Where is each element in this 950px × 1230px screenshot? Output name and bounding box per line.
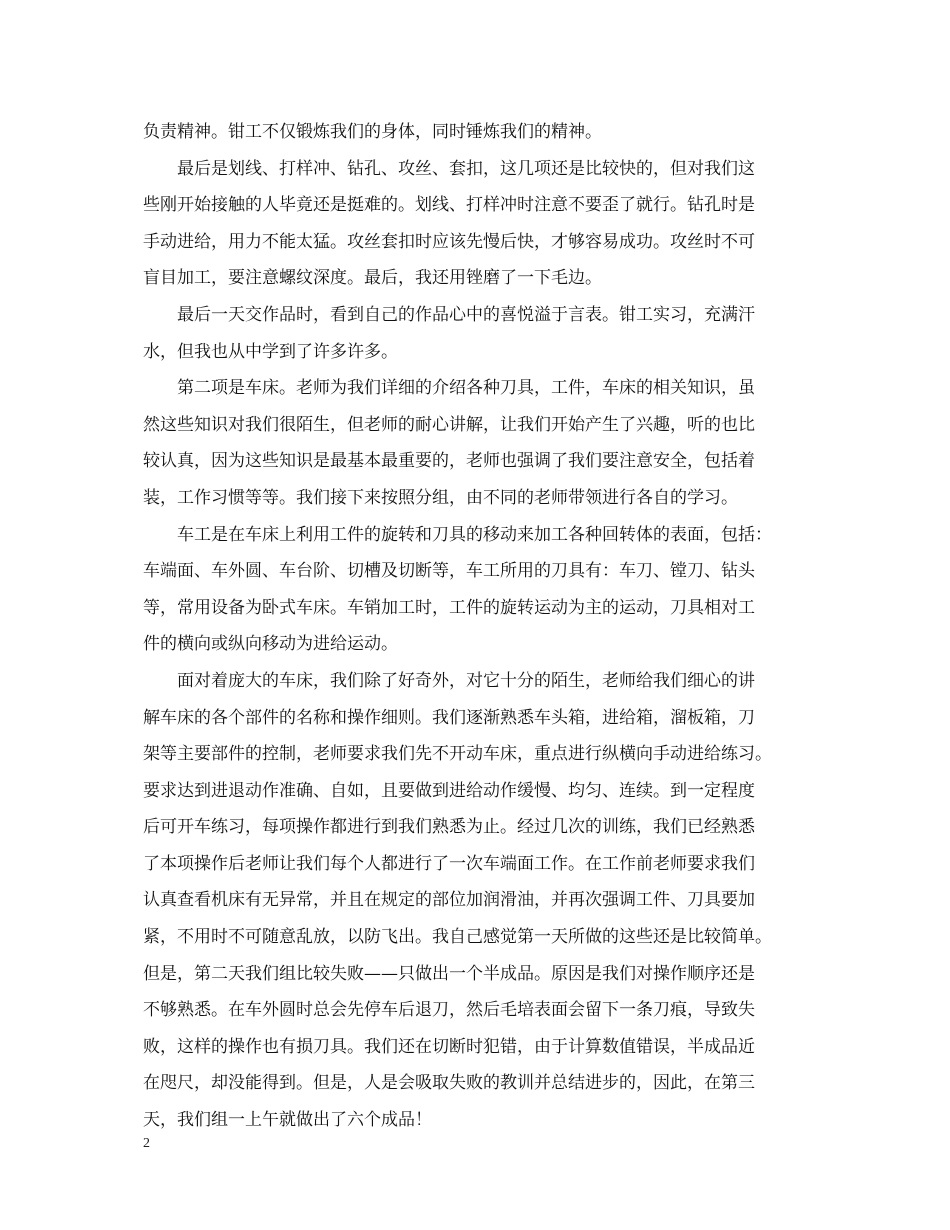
- text-line: 了本项操作后老师让我们每个人都进行了一次车端面工作。在工作前老师要求我们: [143, 853, 755, 874]
- text-line: 紧，不用时不可随意乱放，以防飞出。我自己感觉第一天所做的这些还是比较简单。: [143, 927, 772, 948]
- text-line: 但是，第二天我们组比较失败——只做出一个半成品。原因是我们对操作顺序还是: [143, 963, 755, 984]
- text-line: 车端面、车外圆、车台阶、切槽及切断等，车工所用的刀具有：车刀、镗刀、钻头: [143, 561, 755, 582]
- text-line: 较认真，因为这些知识是最基本最重要的，老师也强调了我们要注意安全，包括着: [143, 451, 755, 472]
- text-line: 解车床的各个部件的名称和操作细则。我们逐渐熟悉车头箱，进给箱，溜板箱，刀: [143, 707, 755, 728]
- text-line: 最后是划线、打样冲、钻孔、攻丝、套扣，这几项还是比较快的，但对我们这: [177, 158, 755, 179]
- text-line: 不够熟悉。在车外圆时总会先停车后退刀，然后毛培表面会留下一条刀痕，导致失: [143, 1000, 755, 1021]
- text-line: 败，这样的操作也有损刀具。我们还在切断时犯错，由于计算数值错误，半成品近: [143, 1036, 755, 1057]
- text-line: 在咫尺，却没能得到。但是，人是会吸取失败的教训并总结进步的，因此，在第三: [143, 1073, 755, 1094]
- text-line: 负责精神。钳工不仅锻炼我们的身体，同时锤炼我们的精神。: [143, 122, 602, 142]
- text-line: 后可开车练习，每项操作都进行到我们熟悉为止。经过几次的训练，我们已经熟悉: [143, 817, 755, 838]
- text-line: 最后一天交作品时，看到自己的作品心中的喜悦溢于言表。钳工实习，充满汗: [177, 304, 755, 325]
- text-line: 件的横向或纵向移动为进给运动。: [143, 634, 398, 655]
- text-line: 要求达到进退动作准确、自如，且要做到进给动作缓慢、均匀、连续。到一定程度: [143, 780, 755, 801]
- text-line: 水，但我也从中学到了许多许多。: [143, 341, 398, 362]
- text-line: 然这些知识对我们很陌生，但老师的耐心讲解，让我们开始产生了兴趣，听的也比: [143, 414, 755, 435]
- body-text: [143, 114, 810, 1139]
- text-line: 天，我们组一上午就做出了六个成品！: [143, 1110, 432, 1131]
- page-number: 2: [143, 1136, 150, 1151]
- text-line: 盲目加工，要注意螺纹深度。最后，我还用锉磨了一下毛边。: [143, 268, 602, 289]
- text-line: 装，工作习惯等等。我们接下来按照分组，由不同的老师带领进行各自的学习。: [143, 487, 738, 508]
- text-line: 车工是在车床上利用工件的旋转和刀具的移动来加工各种回转体的表面，包括：: [177, 524, 772, 545]
- text-line: 些刚开始接触的人毕竟还是挺难的。划线、打样冲时注意不要歪了就行。钻孔时是: [143, 195, 755, 216]
- text-line: 手动进给，用力不能太猛。攻丝套扣时应该先慢后快，才够容易成功。攻丝时不可: [143, 231, 755, 252]
- text-line: 等，常用设备为卧式车床。车销加工时，工件的旋转运动为主的运动，刀具相对工: [143, 597, 755, 618]
- text-line: 面对着庞大的车床，我们除了好奇外，对它十分的陌生，老师给我们细心的讲: [177, 670, 755, 691]
- text-line: 认真查看机床有无异常，并且在规定的部位加润滑油，并再次强调工件、刀具要加: [143, 890, 755, 911]
- text-line: 第二项是车床。老师为我们详细的介绍各种刀具，工件，车床的相关知识，虽: [177, 378, 755, 399]
- text-line: 架等主要部件的控制，老师要求我们先不开动车床，重点进行纵横向手动进给练习。: [143, 744, 772, 765]
